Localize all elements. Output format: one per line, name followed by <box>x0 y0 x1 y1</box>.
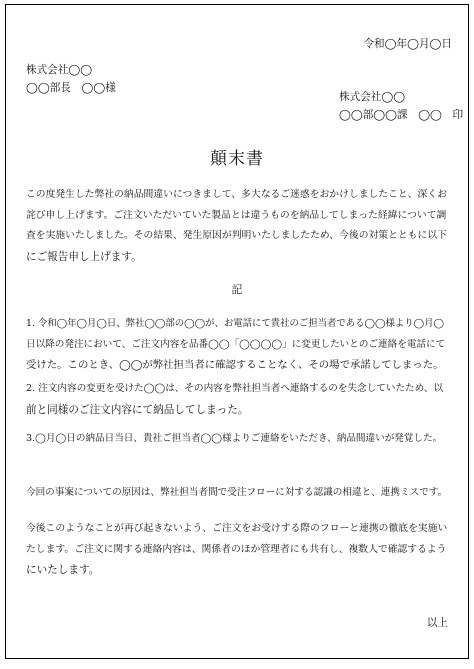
document-page <box>5 4 469 659</box>
intro-line: にご報告申し上げます。 <box>26 250 142 263</box>
cause-line: 今回の事案についての原因は、弊社担当者間で受注フローに対する認識の相違と、連携ミスです。 <box>26 487 448 498</box>
item-3 <box>26 429 450 450</box>
item-line: 2. 注文内容の変更を受けた◯◯は、その内容を弊社担当者へ連絡するのを失念していたため、以 <box>26 383 444 394</box>
measures-paragraph <box>26 519 450 581</box>
item-line: 3.◯月◯日の納品日当日、貴社ご担当者◯◯様よりご連絡をいただき、納品間違いが発覚した。 <box>26 433 443 444</box>
item-line: 前と同様のご注文内容にて納品してしまった。 <box>26 403 249 416</box>
document-title: 顛末書 <box>210 149 264 169</box>
intro-line: 詫び申し上げます。ご注文いただいていた製品とは違うものを納品してしまった経緯について調 <box>26 209 447 221</box>
sender-person: ◯◯部◯◯課 ◯◯ 印 <box>339 109 464 121</box>
item-2 <box>26 379 450 420</box>
recipient-person: ◯◯部長 ◯◯様 <box>26 82 116 94</box>
measures-line: にいたします。 <box>26 564 100 576</box>
sender-company: 株式会社◯◯ <box>339 91 406 103</box>
item-line: 日以降の発注において、ご注文内容を品番◯◯「◯◯◯◯」に変更したいとのご連絡を電話にて <box>26 338 446 350</box>
item-line: 受けた。このとき、◯◯が弊社担当者に確認することなく、その場で承諾してしまった。 <box>26 359 444 371</box>
intro-line: 査を実施いたしました。その結果、発生原因が判明いたしましたため、今後の対策とともに以下 <box>26 230 447 241</box>
date: 令和◯年◯月◯日 <box>363 38 452 50</box>
recipient-company: 株式会社◯◯ <box>26 64 93 76</box>
closing: 以上 <box>426 617 448 629</box>
measures-line: 今後このようなことが再び起きないよう、ご注文をお受けする際のフローと連携の徹底を実施い <box>26 523 448 534</box>
item-1 <box>26 314 450 376</box>
intro-paragraph <box>26 185 450 267</box>
item-line: 1. 令和◯年◯月◯日、弊社◯◯部の◯◯が、お電話にて貴社のご担当者である◯◯様より◯月◯ <box>26 318 444 329</box>
measures-line: たします。ご注文に関する連絡内容は、関係者のほか管理者にも共有し、複数人で確認するよう <box>26 543 447 555</box>
ki-heading: 記 <box>231 283 243 296</box>
cause-paragraph <box>26 483 450 504</box>
intro-line: この度発生した弊社の納品間違いにつきまして、多大なるご迷惑をおかけしましたこと、深くお <box>26 189 447 200</box>
